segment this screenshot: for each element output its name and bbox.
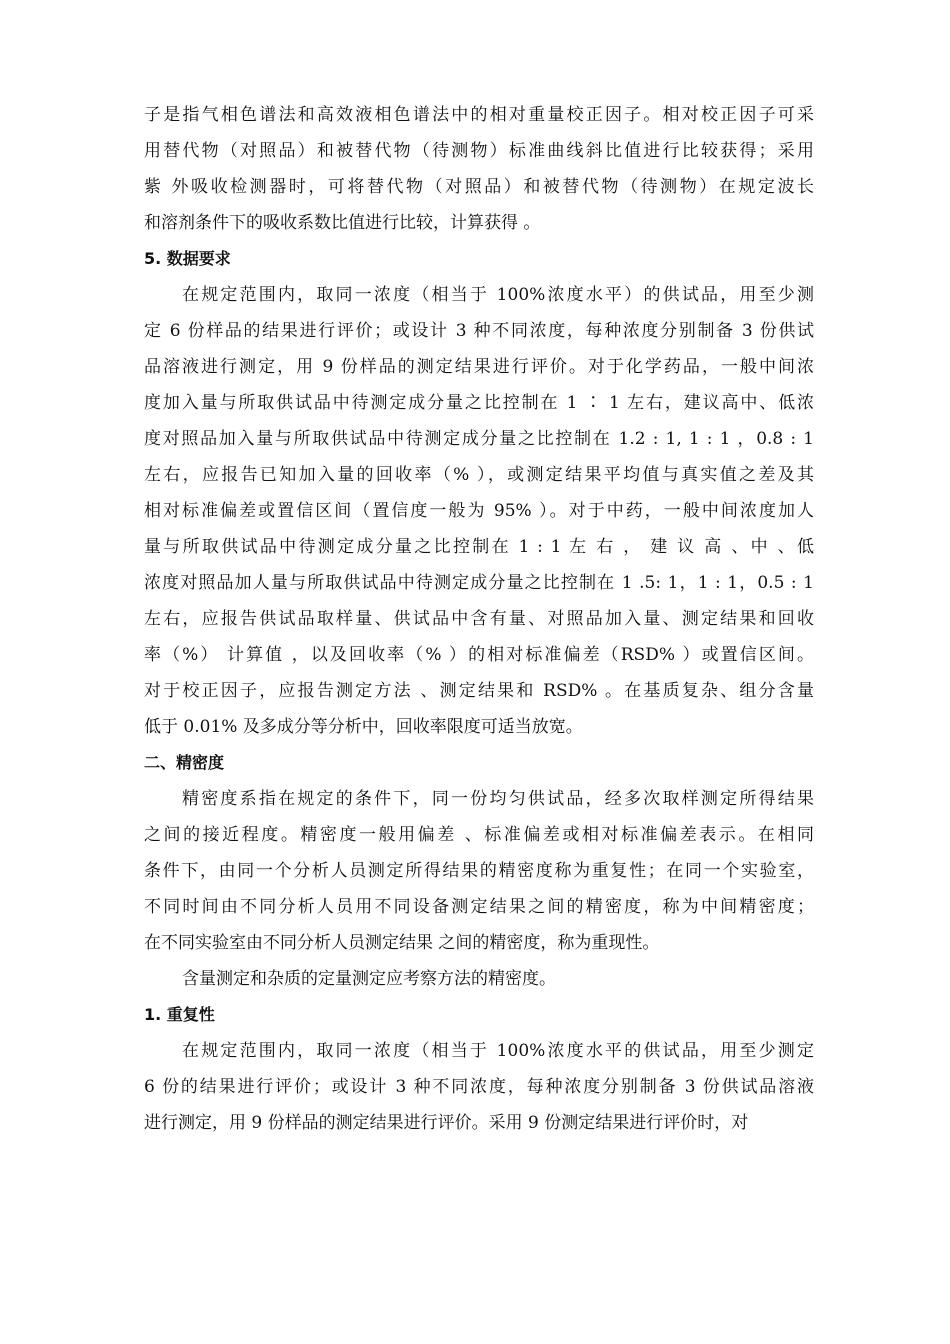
text-line: 品溶液进行测定，用 9 份样品的测定结果进行评价。对于化学药品，一般中间浓: [144, 357, 814, 377]
section-heading: 二、精密度: [144, 753, 225, 772]
text-line: 进行测定，用 9 份样品的测定结果进行评价。采用 9 份测定结果进行评价时，对: [144, 1113, 749, 1133]
paragraph: [144, 97, 814, 241]
text-line: 定 6 份样品的结果进行评价；或设计 3 种不同浓度，每种浓度分别制备 3 份供试: [144, 321, 814, 341]
text-line: 率（%） 计算值 ，以及回收率（% ）的相对标准偏差（RSD% ）或置信区间。: [144, 645, 814, 665]
text-line: 对于校正因子，应报告测定方法 、测定结果和 RSD% 。在基质复杂、组分含量: [144, 681, 814, 701]
document-page: [144, 97, 814, 1141]
text-line: 之间的接近程度。精密度一般用偏差 、标准偏差或相对标准偏差表示。在相同: [144, 825, 814, 845]
text-line: 条件下，由同一个分析人员测定所得结果的精密度称为重复性；在同一个实验室，: [144, 861, 814, 881]
text-line: 度对照品加入量与所取供试品中待测定成分量之比控制在 1.2 : 1, 1 : 1 ，0.8 : 1: [144, 429, 814, 449]
paragraph: [144, 781, 814, 961]
text-line: 在规定范围内，取同一浓度（相当于 100%浓度水平）的供试品，用至少测: [182, 285, 814, 305]
text-line: 6 份的结果进行评价；或设计 3 种不同浓度，每种浓度分别制备 3 份供试品溶液: [144, 1077, 814, 1097]
text-line: 低于 0.01% 及多成分等分析中，回收率限度可适当放宽。: [144, 717, 583, 737]
paragraph: [144, 1033, 814, 1141]
text-line: 度加入量与所取供试品中待测定成分量之比控制在 1 ∶ 1 左右，建议高中、低浓: [144, 393, 814, 413]
text-line: 子是指气相色谱法和高效液相色谱法中的相对重量校正因子。相对校正因子可采: [144, 105, 814, 125]
text-line: 用替代物（对照品）和被替代物（待测物）标准曲线斜比值进行比较获得；采用: [144, 141, 814, 161]
paragraph: [144, 961, 814, 997]
text-line: 紫 外吸收检测器时，可将替代物（对照品）和被替代物（待测物）在规定波长: [144, 177, 814, 197]
paragraph: [144, 277, 814, 745]
section-heading: 5. 数据要求: [144, 249, 231, 268]
text-line: 在不同实验室由不同分析人员测定结果 之间的精密度，称为重现性。: [144, 933, 660, 953]
text-line: 左右，应报告供试品取样量、供试品中含有量、对照品加入量、测定结果和回收: [144, 609, 814, 629]
text-line: 含量测定和杂质的定量测定应考察方法的精密度。: [182, 969, 556, 989]
text-line: 量与所取供试品中待测定成分量之比控制在 1 : 1 左 右 ， 建 议 高 、中 、低: [144, 537, 814, 557]
section-heading: 1. 重复性: [144, 1005, 215, 1024]
text-line: 相对标准偏差或置信区间（置信度一般为 95% ）。对于中药，一般中间浓度加人: [144, 501, 814, 521]
text-line: 和溶剂条件下的吸收系数比值进行比较，计算获得 。: [144, 213, 541, 233]
text-line: 精密度系指在规定的条件下，同一份均匀供试品，经多次取样测定所得结果: [182, 789, 814, 809]
text-line: 在规定范围内，取同一浓度（相当于 100%浓度水平的供试品，用至少测定: [182, 1041, 814, 1061]
text-line: 左右，应报告已知加入量的回收率（% ），或测定结果平均值与真实值之差及其: [144, 465, 814, 485]
text-line: 浓度对照品加人量与所取供试品中待测定成分量之比控制在 1 .5: 1，1 : 1，0.5 : 1: [144, 573, 814, 593]
text-line: 不同时间由不同分析人员用不同设备测定结果之间的精密度，称为中间精密度；: [144, 897, 814, 917]
